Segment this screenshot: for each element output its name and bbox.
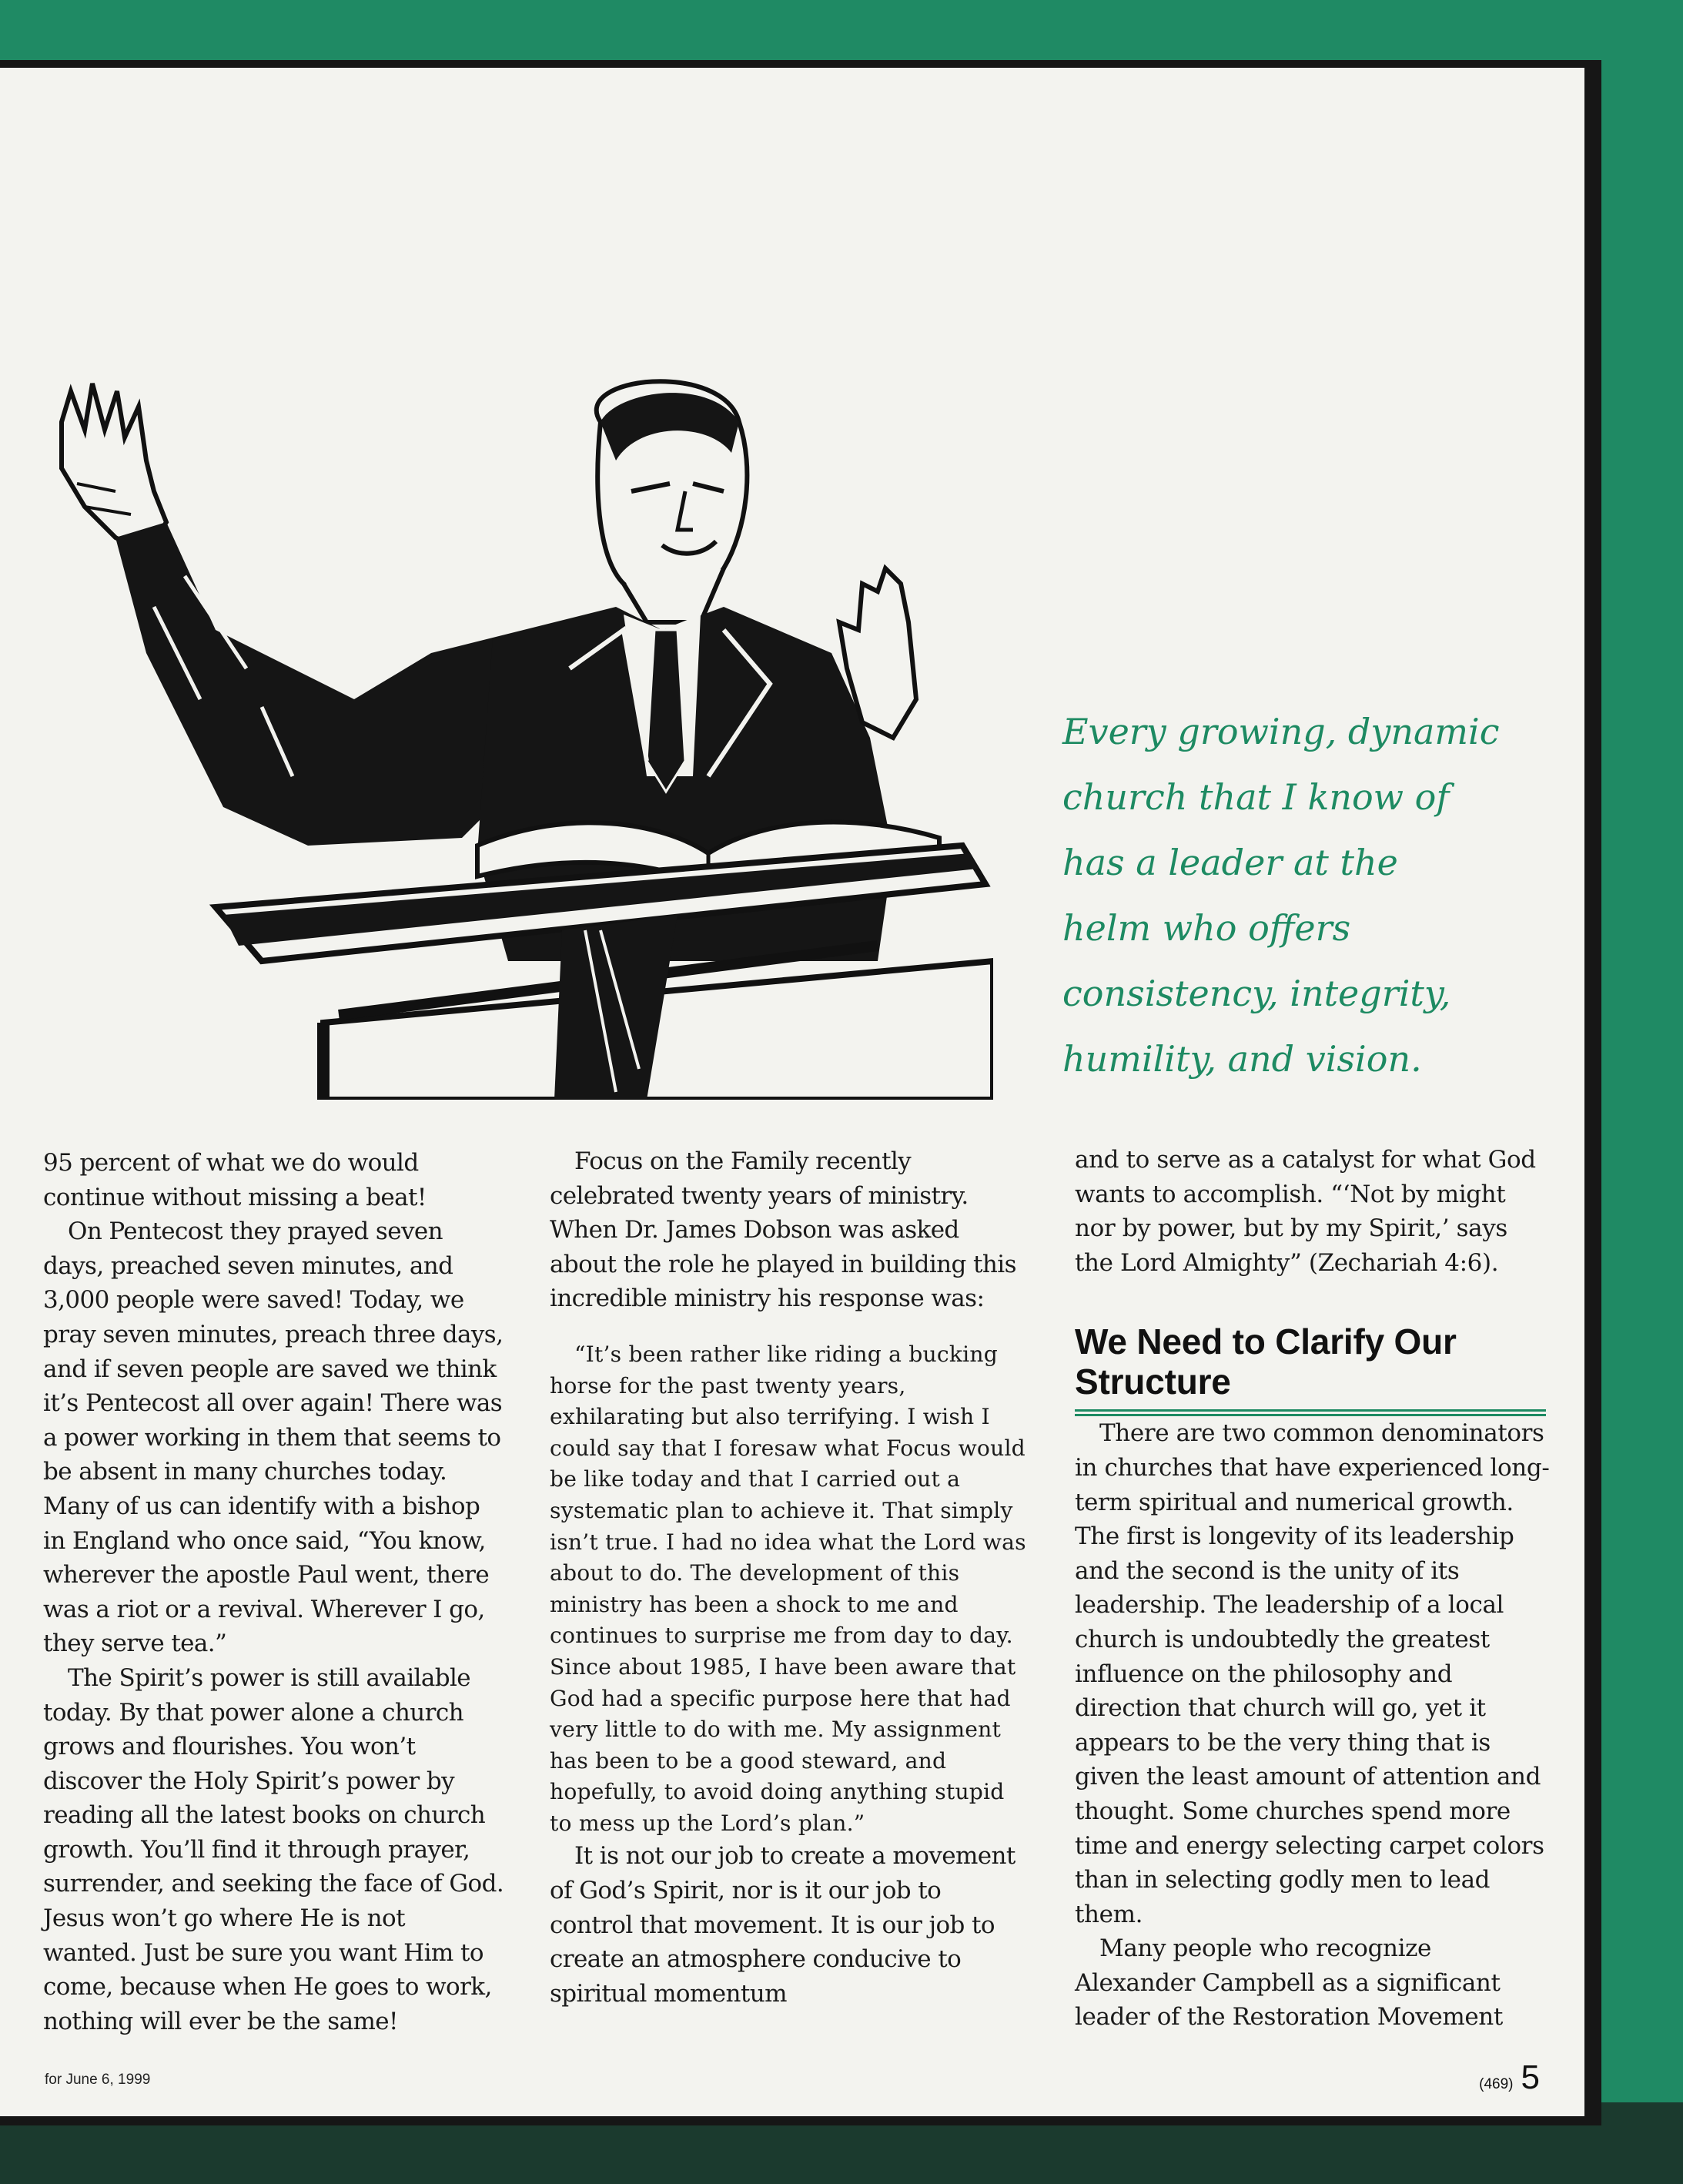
preacher-at-pulpit-icon — [31, 376, 993, 1100]
paragraph: Focus on the Family recently celebrated twenty years of ministry. When Dr. James Dobson was asked about the role he played in building this incredible ministry his response was: — [550, 1147, 1016, 1313]
page-number: 5 — [1521, 2058, 1540, 2096]
pull-quote-line: has a leader at the — [1062, 842, 1398, 883]
paragraph: The Spirit’s power is still available today. By that power alone a church grows and flourishes. You won’t discover the Holy Spirit’s power by reading all the latest books on church growth. You’ll find it through prayer, surrender, and seeking the face of God. Jesus won’t go where He is not wanted. Just be sure you want Him to come, because when He goes to work, nothing will ever be the same! — [43, 1663, 504, 2035]
issue-number: (469) — [1479, 2076, 1514, 2092]
block-quote — [550, 1339, 1027, 1840]
pull-quote-line: helm who offers — [1062, 907, 1351, 949]
footer-page-info — [1479, 2058, 1540, 2096]
paragraph: Many people who recognize Alexander Campbell as a significant leader of the Restoration Movement — [1075, 1934, 1503, 2032]
pull-quote-line: church that I know of — [1062, 776, 1450, 818]
pull-quote-line: consistency, integrity, — [1062, 973, 1451, 1014]
paragraph: 95 percent of what we do would continue without missing a beat! — [43, 1149, 427, 1211]
footer-date: for June 6, 1999 — [45, 2072, 151, 2088]
pull-quote-line: humility, and vision. — [1062, 1038, 1422, 1080]
quote-text: “It’s been rather like riding a bucking horse for the past twenty years, exhilarating but also terrifying. I wish I could say that I foresaw what Focus would be like today and that I carried out a systematic plan to achieve it. That simply isn’t true. I had no idea what the Lord was about to do. The development of this ministry has been a shock to me and continues to surprise me from day to day. Since about 1985, I have been aware that God had a specific purpose here that had very little to do with me. My assignment has been to be a good steward, and hopefully, to avoid doing anything stupid to mess up the Lord’s plan.” — [550, 1341, 1026, 1836]
pull-quote-line: Every growing, dynamic — [1062, 711, 1500, 752]
section-heading: We Need to Clarify Our Structure — [1075, 1321, 1457, 1402]
magazine-page — [0, 68, 1584, 2116]
heading-rule — [1075, 1409, 1546, 1416]
pull-quote — [1062, 699, 1555, 1092]
paragraph: and to serve as a catalyst for what God wants to accomplish. “‘Not by might nor by power, but by my Spirit,’ says the Lord Almighty” (Zechariah 4:6). — [1075, 1146, 1536, 1277]
article-column-1 — [43, 1146, 505, 2038]
article-column-3 — [1075, 1143, 1552, 2035]
paragraph: It is not our job to create a movement of God’s Spirit, nor is it our job to control that movement. It is our job to create an atmosphere conducive to spiritual momentum — [550, 1842, 1015, 2008]
article-column-2 — [550, 1144, 1027, 2011]
paragraph: There are two common denominators in churches that have experienced long-term spiritual and numerical growth. The first is longevity of its leadership and the second is the unity of its leadership. The leadership of a local church is undoubtedly the greatest influence on the philosophy and direction that church will go, yet it appears to be the very thing that is given the least amount of attention and thought. Some churches spend more time and energy selecting carpet colors than in selecting godly men to lead them. — [1075, 1419, 1550, 1928]
paragraph: On Pentecost they prayed seven days, preached seven minutes, and 3,000 people were saved! Today, we pray seven minutes, preach three days, and if seven people are saved we think it’s Pentecost all over again! There was a power working in them that seems to be absent in many churches today. Many of us can identify with a bishop in England who once said, “You know, wherever the apostle Paul went, there was a riot or a revival. Wherever I go, they serve tea.” — [43, 1218, 504, 1658]
